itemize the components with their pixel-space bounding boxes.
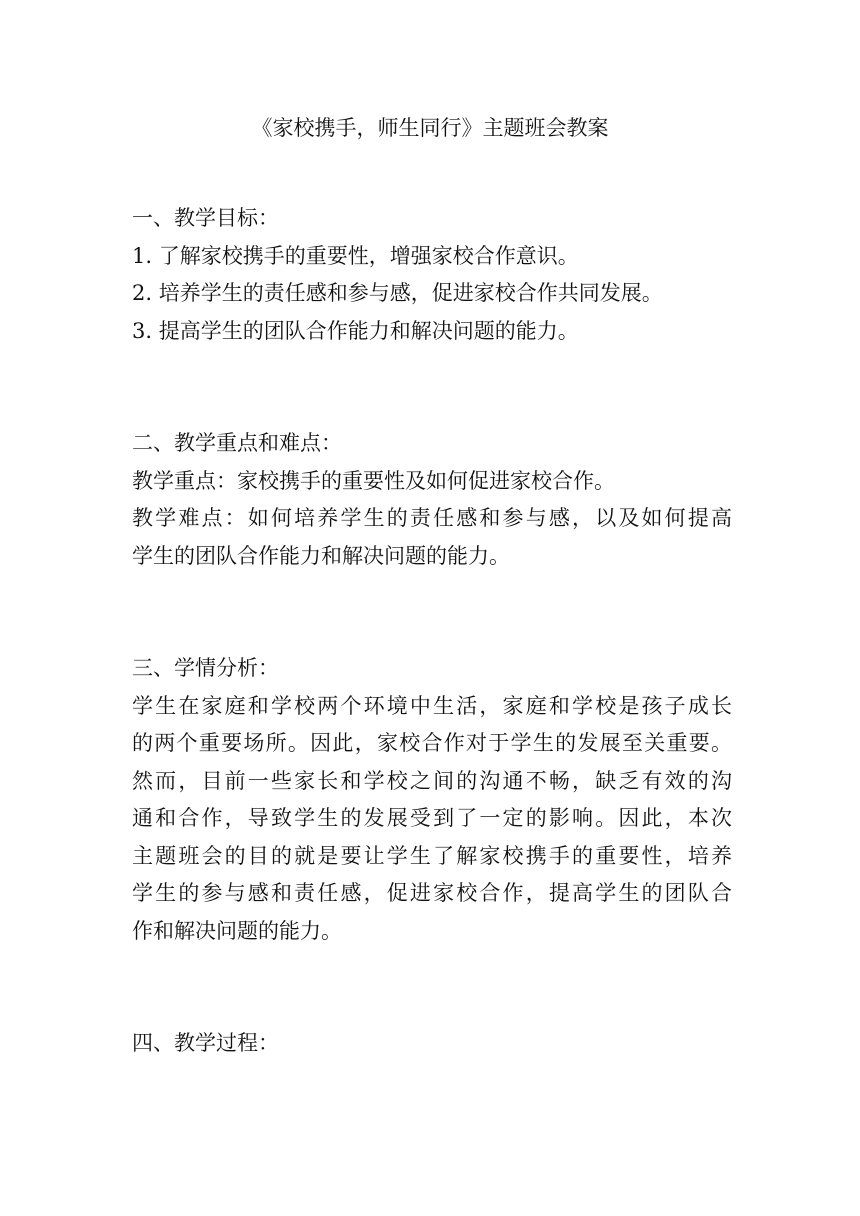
objective-item-2: 2. 培养学生的责任感和参与感，促进家校合作共同发展。 (132, 281, 663, 305)
section-heading-key-points: 二、教学重点和难点： (132, 431, 342, 455)
section-heading-analysis: 三、学情分析： (132, 656, 279, 680)
blank-line (132, 613, 732, 651)
document-body (132, 200, 732, 1063)
analysis-line-5: 主题班会的目的就是要让学生了解家校携手的重要性，培养 (132, 843, 732, 868)
blank-line (132, 575, 732, 613)
objective-item-3: 3. 提高学生的团队合作能力和解决问题的能力。 (132, 318, 579, 343)
key-point-line-2: 教学难点：如何培养学生的责任感和参与感，以及如何提高 (132, 506, 732, 530)
analysis-line-4: 通和合作，导致学生的发展受到了一定的影响。因此，本次 (132, 806, 732, 830)
analysis-line-2: 的两个重要场所。因此，家校合作对于学生的发展至关重要。 (132, 731, 732, 755)
document-title: 《家校携手，师生同行》主题班会教案 (251, 116, 609, 140)
blank-line (132, 950, 732, 988)
blank-line (132, 350, 732, 388)
blank-line (132, 388, 732, 426)
analysis-line-6: 学生的参与感和责任感，促进家校合作，提高学生的团队合 (132, 881, 732, 905)
section-heading-objectives: 一、教学目标： (132, 206, 279, 230)
analysis-line-1: 学生在家庭和学校两个环境中生活，家庭和学校是孩子成长 (132, 693, 732, 718)
key-point-line-3: 学生的团队合作能力和解决问题的能力。 (132, 543, 510, 568)
objective-item-1: 1. 了解家校携手的重要性，增强家校合作意识。 (132, 243, 579, 268)
blank-line (132, 988, 732, 1026)
analysis-line-3: 然而，目前一些家长和学校之间的沟通不畅，缺乏有效的沟 (132, 768, 732, 793)
section-heading-process: 四、教学过程： (132, 1031, 279, 1055)
key-point-line-1: 教学重点：家校携手的重要性及如何促进家校合作。 (132, 468, 615, 493)
analysis-line-7: 作和解决问题的能力。 (132, 918, 342, 943)
